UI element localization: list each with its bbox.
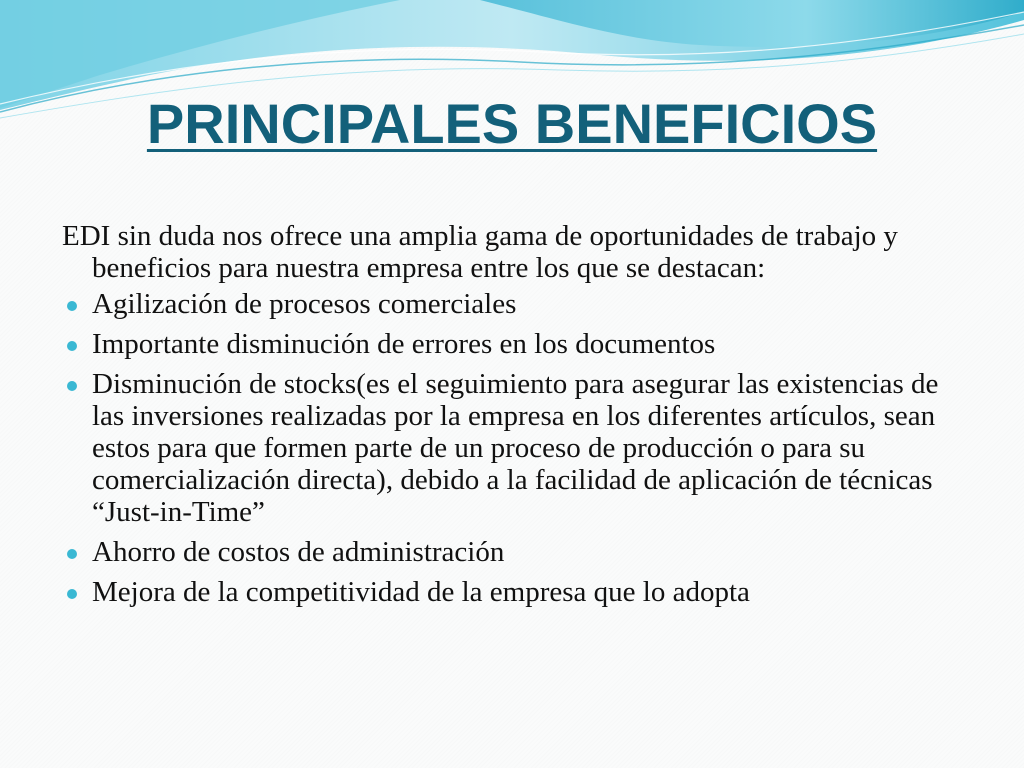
bullet-icon [67,589,77,599]
list-item-text: Importante disminución de errores en los documentos [92,328,716,360]
intro-paragraph: EDI sin duda nos ofrece una amplia gama de oportunidades de trabajo y beneficios para nuestra empresa entre los que se destacan: [62,220,898,284]
list-item [62,328,962,360]
slide-body [62,220,962,616]
slide-title-text: PRINCIPALES BENEFICIOS [146,92,878,155]
benefit-list [62,288,962,608]
bullet-icon [67,301,77,311]
slide-title [0,88,1024,160]
list-item-text: Ahorro de costos de administración [92,536,505,568]
list-item-text: Agilización de procesos comerciales [92,288,517,320]
list-item [62,576,962,608]
list-item [62,288,962,320]
bullet-icon [67,341,77,351]
bullet-icon [67,381,77,391]
bullet-icon [67,549,77,559]
list-item-text: Disminución de stocks(es el seguimiento para asegurar las existencias de las inversiones realizadas por la empresa en los diferentes artículos, sean estos para que formen parte de un proceso de producción o para su comercialización directa), debido a la facilidad de aplicación de técnicas “Just-in-Time” [92,368,939,528]
list-item [62,536,962,568]
list-item-text: Mejora de la competitividad de la empresa que lo adopta [92,576,750,608]
list-item [62,368,962,528]
